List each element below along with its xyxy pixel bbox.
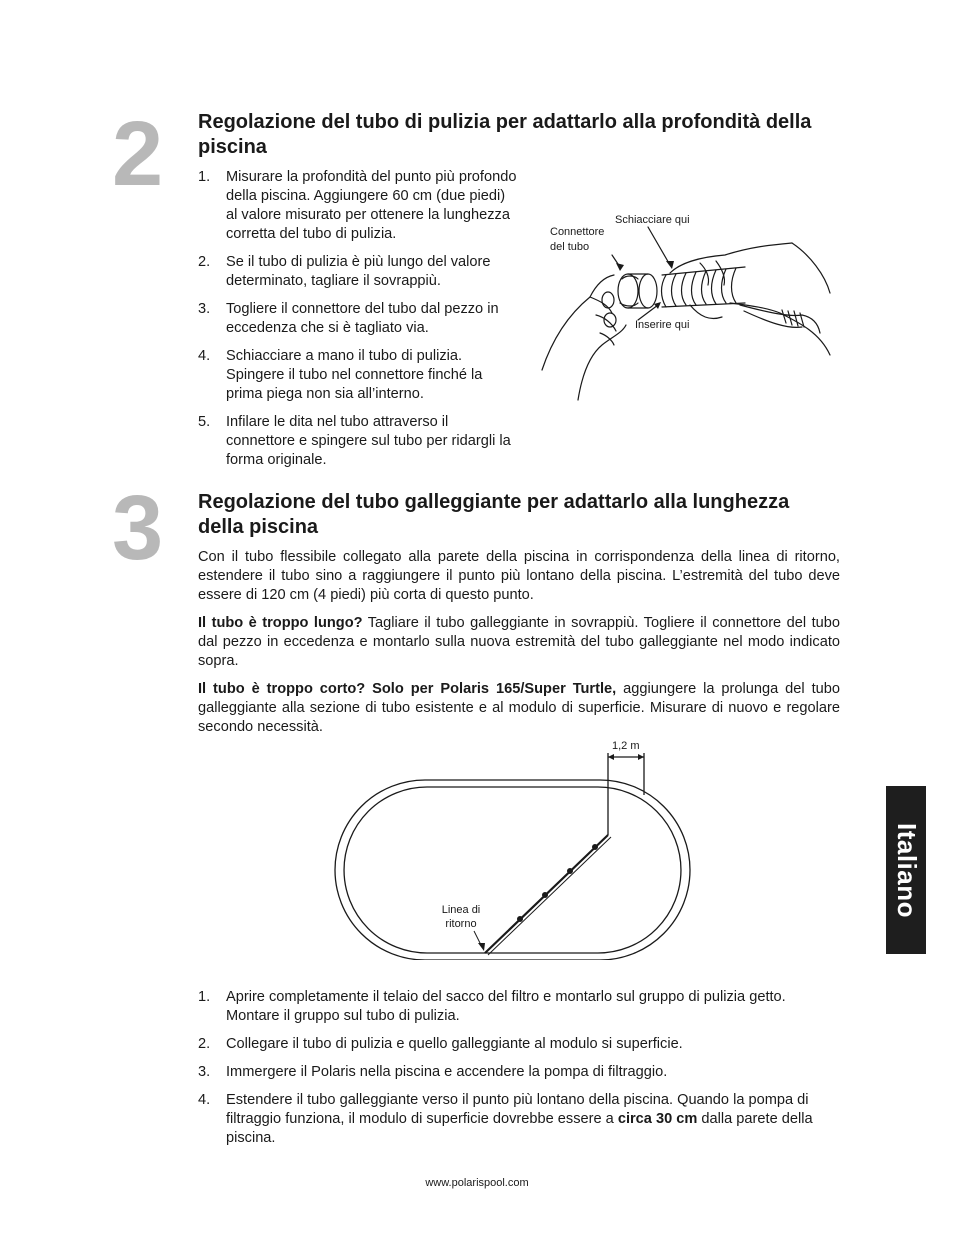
label-connector-2: del tubo	[550, 241, 590, 253]
language-tab-label: Italiano	[891, 822, 922, 918]
pool-figure	[330, 735, 700, 960]
label-squeeze-here: Schiacciare qui	[615, 214, 690, 226]
list-item: 3. Togliere il connettore del tubo dal pezzo in eccedenza che si è tagliato via.	[198, 301, 499, 336]
language-tab	[886, 786, 926, 954]
list-item: 1. Aprire completamente il telaio del sacco del filtro e montarlo sul gruppo di pulizia getto. Montare il gruppo sul tubo di pulizia.	[198, 989, 786, 1024]
list-item: 3. Immergere il Polaris nella piscina e accendere la pompa di filtraggio.	[198, 1064, 668, 1080]
list-item: 2. Se il tubo di pulizia è più lungo del valore determinato, tagliare il sovrappiù.	[198, 254, 491, 289]
section3-steps	[198, 988, 838, 1157]
list-item: 4. Schiacciare a mano il tubo di pulizia. Spingere il tubo nel connettore finché la prima piega non sia all’interno.	[198, 348, 483, 402]
step-number-3: 3	[112, 477, 164, 579]
section3-intro: Con il tubo flessibile collegato alla parete della piscina in corrispondenza della linea di ritorno, estendere il tubo sino a raggiungere il punto più lontano della piscina. L’estremità del tubo deve essere di 120 cm (4 piedi) più corta di questo punto.	[198, 549, 840, 603]
hose-connector-figure	[530, 205, 840, 405]
too-short-paragraph: Il tubo è troppo corto? Solo per Polaris 165/Super Turtle, aggiungere la prolunga del tubo galleggiante alla sezione di tubo esistente e al modulo di superficie. Misurare di nuovo e regolare secondo necessità.	[198, 681, 840, 735]
section2-steps	[198, 168, 520, 479]
too-long-paragraph: Il tubo è troppo lungo? Tagliare il tubo galleggiante in sovrappiù. Togliere il connettore del tubo dal pezzo in eccedenza e montarlo sulla nuova estremità del tubo galleggiante nel modo indicato sopra.	[198, 615, 840, 669]
return-line-label: Linea di ritorno	[441, 904, 481, 930]
list-item: 2. Collegare il tubo di pulizia e quello galleggiante al modulo si superficie.	[198, 1036, 683, 1052]
label-connector: Connettore	[550, 226, 605, 238]
section2-title: Regolazione del tubo di pulizia per adattarlo alla profondità della piscina	[198, 111, 812, 158]
list-item: 5. Infilare le dita nel tubo attraverso il connettore e spingere sul tubo per ridargli la forma originale.	[198, 414, 511, 468]
list-item: 1. Misurare la profondità del punto più profondo della piscina. Aggiungere 60 cm (due piedi) al valore misurato per ottenere la lunghezza corretta del tubo di pulizia.	[198, 169, 517, 242]
step-number-2: 2	[112, 103, 164, 205]
dimension-label: 1,2 m	[612, 740, 640, 752]
section3-title: Regolazione del tubo galleggiante per adattarlo alla lunghezza della piscina	[198, 491, 790, 538]
label-insert-here: Inserire qui	[635, 319, 690, 331]
section3-body	[198, 548, 840, 746]
pool-diagram	[330, 735, 700, 960]
footer-url: www.polarispool.com	[425, 1177, 529, 1189]
list-item: 4. Estendere il tubo galleggiante verso il punto più lontano della piscina. Quando la pompa di filtraggio funziona, il modulo di superficie dovrebbe essere a circa 30 cm dalla parete della piscina.	[198, 1092, 813, 1146]
